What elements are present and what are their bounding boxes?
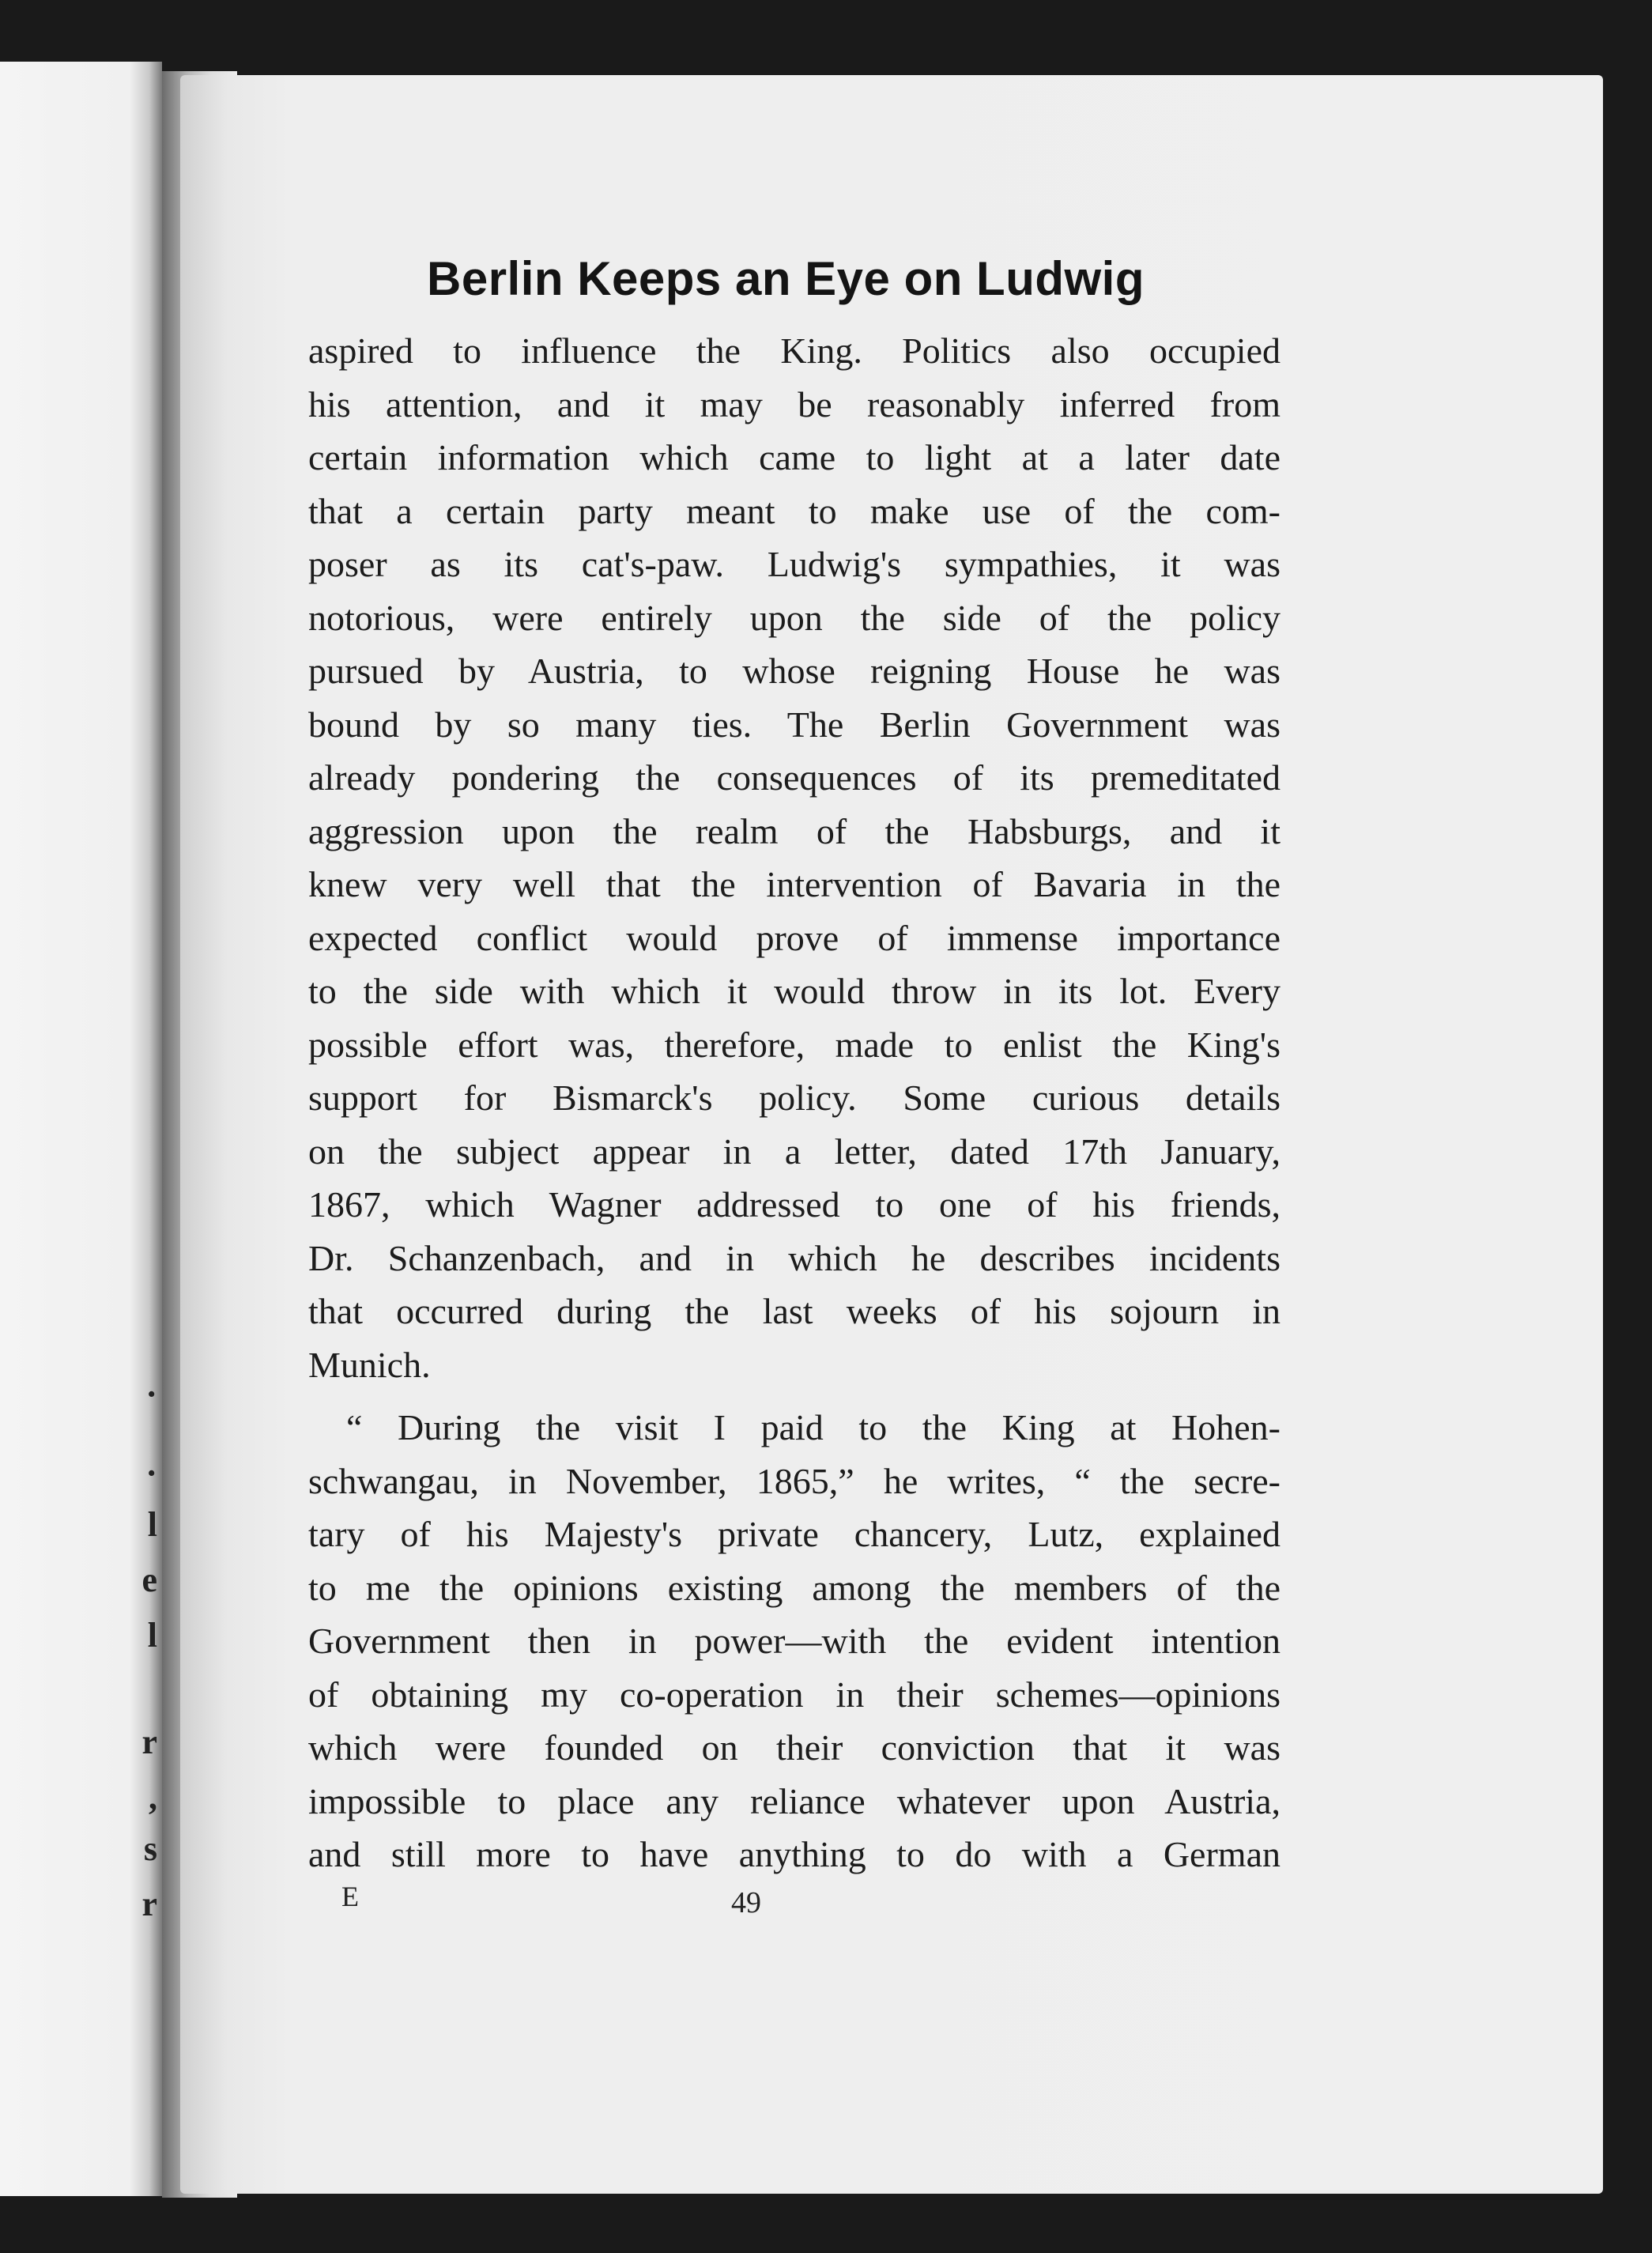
- running-head: Berlin Keeps an Eye on Ludwig: [427, 252, 1145, 305]
- text-line: expected conflict would prove of immense importance: [308, 917, 1280, 958]
- text-line: poser as its cat's-paw. Ludwig's sympathies, it was: [308, 544, 1280, 584]
- text-line: schwangau, in November, 1865,” he writes, “ the secre-: [308, 1460, 1280, 1501]
- text-line: knew very well that the intervention of Bavaria in the: [308, 864, 1280, 904]
- text-line: bound by so many ties. The Berlin Government was: [308, 704, 1280, 745]
- paragraph-2: [308, 1401, 1280, 1881]
- edge-char: ,: [149, 1778, 157, 1817]
- page-number: 49: [731, 1886, 761, 1919]
- previous-page-edge: [0, 62, 162, 2196]
- page-body-text: [308, 324, 1280, 1881]
- text-line: to me the opinions existing among the members of the: [308, 1567, 1280, 1608]
- text-line: possible effort was, therefore, made to enlist the King's: [308, 1024, 1280, 1065]
- text-line: that a certain party meant to make use of the com-: [308, 490, 1280, 531]
- edge-char: e: [141, 1560, 157, 1599]
- text-line: on the subject appear in a letter, dated 17th January,: [308, 1130, 1280, 1172]
- text-line: Government then in power—with the evident intention: [308, 1621, 1280, 1661]
- text-line: pursued by Austria, to whose reigning House he was: [308, 651, 1280, 691]
- text-line: to the side with which it would throw in its lot. Every: [308, 971, 1280, 1011]
- text-line: of obtaining my co-operation in their schemes—opinions: [308, 1674, 1280, 1715]
- edge-char: l: [147, 1505, 157, 1544]
- text-line: his attention, and it may be reasonably inferred from: [308, 383, 1280, 425]
- text-line: support for Bismarck's policy. Some curious details: [308, 1077, 1280, 1118]
- text-line: which were founded on their conviction that it was: [308, 1727, 1280, 1768]
- paragraph-gap: [308, 1391, 1280, 1401]
- edge-char: l: [147, 1616, 157, 1655]
- text-line: and still more to have anything to do with a German: [308, 1834, 1280, 1874]
- text-line: that occurred during the last weeks of his sojourn in: [308, 1291, 1280, 1331]
- text-line: 1867, which Wagner addressed to one of his friends,: [308, 1184, 1280, 1225]
- text-line: tary of his Majesty's private chancery, Lutz, explained: [308, 1514, 1280, 1554]
- text-line: “ During the visit I paid to the King at Hohen-: [346, 1407, 1280, 1447]
- edge-char: r: [141, 1723, 157, 1761]
- text-line: Munich.: [308, 1344, 431, 1385]
- edge-char: ·: [145, 1454, 157, 1493]
- text-line: Dr. Schanzenbach, and in which he describes incidents: [308, 1237, 1280, 1278]
- text-line: notorious, were entirely upon the side of the policy: [308, 597, 1280, 638]
- edge-char: s: [143, 1829, 157, 1868]
- edge-char: r: [141, 1885, 157, 1923]
- edge-char: ·: [145, 1375, 157, 1413]
- text-line: already pondering the consequences of its premeditated: [308, 757, 1280, 798]
- paragraph-1: [308, 324, 1280, 1391]
- text-line: certain information which came to light at a later date: [308, 437, 1280, 477]
- text-line: impossible to place any reliance whatever upon Austria,: [308, 1780, 1280, 1821]
- text-line: aspired to influence the King. Politics also occupied: [308, 330, 1280, 371]
- signature-mark: E: [341, 1881, 359, 1912]
- text-line: aggression upon the realm of the Habsburgs, and it: [308, 810, 1280, 851]
